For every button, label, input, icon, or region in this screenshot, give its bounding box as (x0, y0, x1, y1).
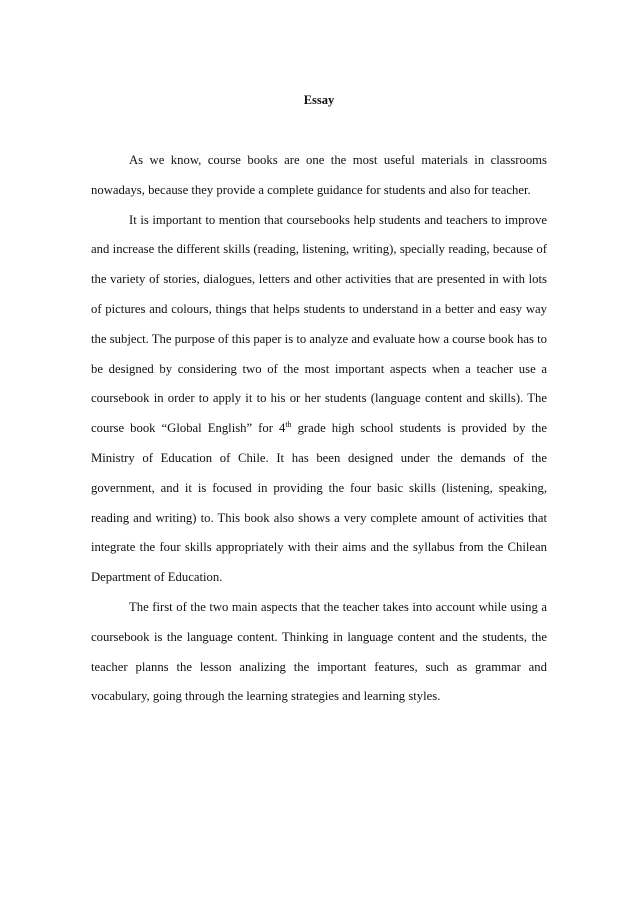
ordinal-suffix: th (285, 419, 292, 429)
paragraph-2-part-2: grade high school students is provided by the Ministry of Education of Chile. It has been designed under the demands of the government, and it is focused in providing the four basic skills (listening, speaking, reading and writing) to. This book also shows a very complete amount of activities that integrate the four skills appropriately with their aims and the syllabus from the Chilean Department of Education. (91, 421, 547, 585)
paragraph-3: The first of the two main aspects that the teacher takes into account while using a coursebook is the language content. Thinking in language content and the students, the teacher planns the lesson analizing the important features, such as grammar and vocabulary, going through the learning strategies and learning styles. (91, 599, 547, 704)
essay-body (91, 146, 547, 712)
essay-title: Essay (303, 93, 335, 107)
paragraph-2 (91, 206, 547, 593)
paragraph-1: As we know, course books are one the most useful materials in classrooms nowadays, because they provide a complete guidance for students and also for teacher. (91, 153, 547, 197)
paragraph-2-part-1: It is important to mention that coursebooks help students and teachers to improve and increase the different skills (reading, listening, writing), specially reading, because of the variety of stories, dialogues, letters and other activities that are presented in with lots of pictures and colours, things that helps students to understand in a better and easy way the subject. The purpose of this paper is to analyze and evaluate how a course book has to be designed by considering two of the most important aspects when a teacher use a coursebook in order to apply it to his or her students (language content and skills). The course book “Global English” for 4 (91, 212, 547, 436)
